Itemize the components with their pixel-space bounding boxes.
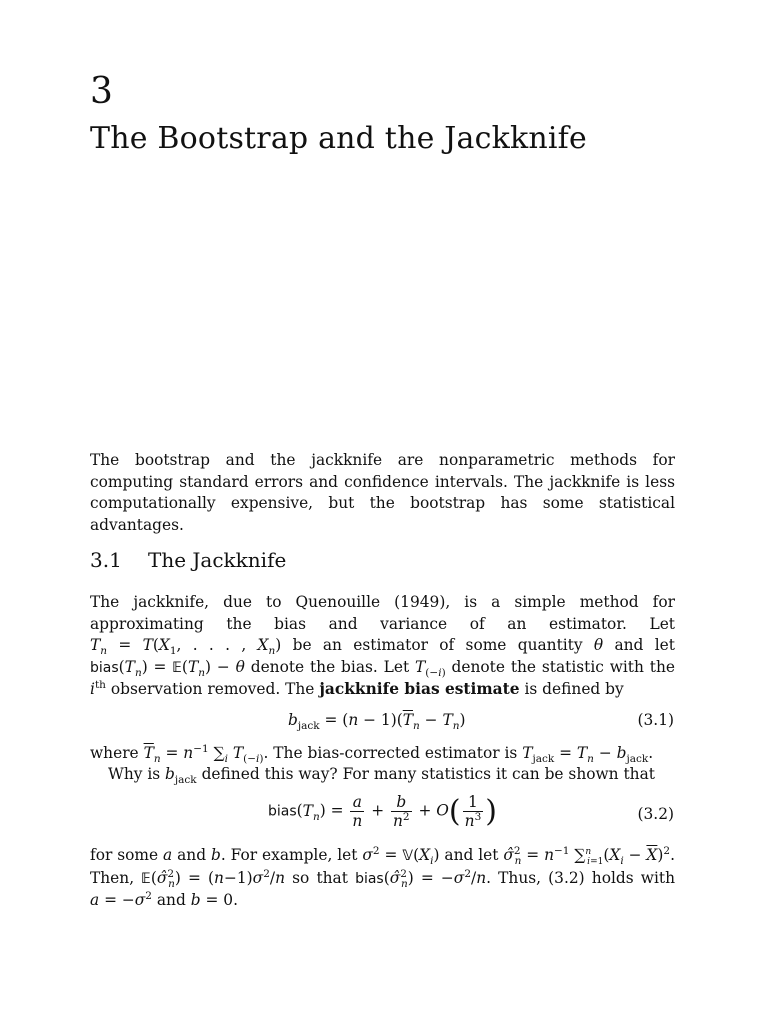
text-fragment: . Thus, (3.2) holds with bbox=[486, 868, 675, 887]
section-title: The Jackknife bbox=[148, 548, 287, 572]
text-fragment: . Then, bbox=[90, 846, 675, 887]
text-fragment: Why is bbox=[108, 765, 161, 783]
text-fragment: and bbox=[156, 891, 186, 909]
text-fragment: and let bbox=[444, 846, 499, 864]
inline-math: b = 0 bbox=[190, 891, 234, 909]
example-paragraph bbox=[90, 845, 675, 912]
inline-math: $T_{jack} = T_n - b_{jack}$ bbox=[522, 744, 649, 766]
why-paragraph bbox=[90, 764, 675, 786]
text-fragment: so that bbox=[292, 868, 348, 887]
text-fragment: for some bbox=[90, 846, 159, 864]
inline-math: $bias(T_n)$ = $𝔼(T_n) - \theta$ bbox=[90, 657, 245, 679]
intro-paragraph: The bootstrap and the jackknife are nonparametric methods for computing standard errors and confidence intervals. The jackknife is less computationally expensive, but the bootstrap has some statistical advantages. bbox=[90, 451, 675, 534]
inline-math: $i^{th}$ bbox=[90, 678, 106, 698]
equation-number: (3.2) bbox=[637, 805, 674, 823]
text-fragment: defined this way? For many statistics it can be shown that bbox=[201, 765, 655, 783]
text-fragment: be an estimator of some quantity bbox=[292, 636, 583, 654]
text-fragment: and bbox=[177, 846, 207, 864]
chapter-title: The Bootstrap and the Jackknife bbox=[90, 121, 587, 156]
text-fragment: denote the statistic with the bbox=[451, 657, 675, 676]
text-fragment: . bbox=[233, 891, 238, 909]
jackknife-paragraph bbox=[90, 592, 675, 701]
text-fragment: denote the bias. Let bbox=[250, 657, 410, 676]
inline-math: bias(σ̂$^2_n$) = $-\sigma^2/n$ bbox=[355, 867, 487, 890]
text-fragment: . bbox=[648, 744, 654, 762]
text-fragment: where bbox=[90, 744, 139, 762]
inline-math: $b_{jack}$ bbox=[165, 765, 197, 787]
text-fragment: The jackknife, due to Quenouille (1949), is a simple method for approximating the bias and variance of an estimator. Let bbox=[90, 593, 675, 633]
inline-math: $a = -\sigma^2$ bbox=[90, 889, 152, 909]
chapter-number: 3 bbox=[90, 71, 113, 112]
text-fragment: is defined by bbox=[524, 680, 624, 698]
where-paragraph bbox=[90, 743, 675, 765]
inline-math: $T_n = T(X_1$, . . . , $X_n$) bbox=[90, 636, 282, 658]
inline-math: $\sigma^2$ = $𝕍(X_i)$ bbox=[362, 844, 440, 868]
text-fragment: . For example, let bbox=[220, 846, 358, 864]
text-fragment: . The bias-corrected estimator is bbox=[263, 744, 518, 762]
equation-3-2: $bias(T_n)$ = $\frac{a}{n}$ + $\frac{b}{n^2}$ + O( $\frac{1}{n^3}$ ) bbox=[268, 793, 497, 830]
inline-math: b bbox=[211, 846, 221, 864]
inline-math: a bbox=[163, 846, 173, 864]
section-number: 3.1 bbox=[90, 548, 122, 572]
key-term: jackknife bias estimate bbox=[319, 680, 520, 698]
inline-math: 𝔼(σ̂$^2_n$) = $(n-1)\sigma^2/n$ bbox=[141, 867, 285, 890]
inline-math: $T_{(-i)}$ bbox=[415, 657, 446, 679]
equation-3-1: $b_{jack} = (n - 1)(\overline{T}_n - T_n)$ bbox=[288, 711, 466, 733]
inline-math: $\overline{X})^2$ bbox=[646, 844, 671, 864]
text-fragment: and let bbox=[614, 636, 675, 654]
text-fragment: observation removed. The bbox=[110, 680, 315, 698]
inline-math: θ bbox=[593, 636, 604, 654]
equation-number: (3.1) bbox=[637, 711, 674, 729]
inline-math: $\overline{T}_n = n^{-1}$ $\sum_i$ $T_{(-i)}$ bbox=[143, 742, 264, 766]
inline-math: σ̂$^2_n$ = $n^{-1}$ $\sum^n_{i=1}(X_i$ − bbox=[503, 844, 642, 868]
